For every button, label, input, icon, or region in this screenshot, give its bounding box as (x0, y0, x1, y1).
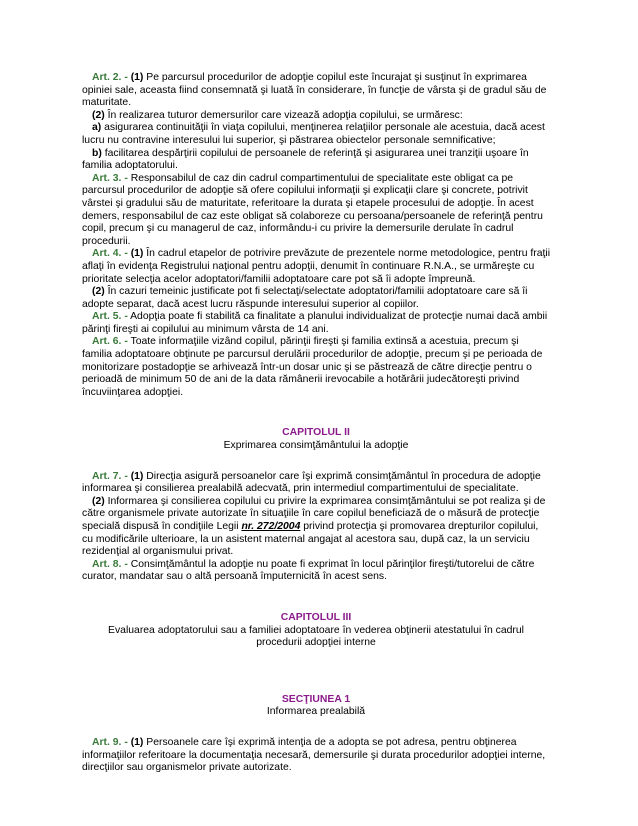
art4-paragraph2 (82, 286, 550, 311)
section1-title: SECŢIUNEA 1 (281, 693, 351, 705)
art2-item-b (82, 148, 550, 173)
paragraph-text: În cadrul etapelor de potrivire prevăzute de prezentele norme metodologice, pentru fraţii aflaţi în evidenţa Registrului naţional pentru adopţii, denumit în continuare R.N.A., se urmăreşte cu prioritate selecţia acelor adoptatori/familii adoptatoare care pot să îi adopte împreună. (82, 248, 551, 285)
art3-paragraph (82, 173, 550, 249)
art2-paragraph1 (82, 72, 550, 110)
art2-paragraph2 (82, 110, 550, 123)
paragraph-text: Informarea şi consilierea copilului cu privire la exprimarea consimţământului se pot realiza şi de către organismele private autorizate în situaţiile în care copilul beneficiază de o măsură de protecţie specială dispusă în condiţiile Legii (82, 495, 546, 532)
art9-paragraph1 (82, 737, 550, 775)
chapter2-title: CAPITOLUL II (282, 427, 350, 439)
paragraph-number: (1) (130, 248, 144, 260)
item-letter: a) (92, 122, 102, 134)
paragraph-number: (2) (92, 286, 105, 298)
paragraph-number: (2) (92, 495, 105, 507)
paragraph-text: Toate informaţiile vizând copilul, părinţii fireşti şi familia extinsă a acestuia, precum şi familia adoptatoare obţinute pe parcursul derulării procedurilor de adopţie, precum şi pe perioada de monitorizare postadopţie se arhivează într-un dosar unic şi se păstrează de către direcţie pentru o perioadă de minimum 50 de ani de la data rămânerii irevocabile a hotărârii judecătoreşti privind încuviinţarea adopţiei. (82, 336, 543, 398)
art2-item-a (82, 122, 550, 147)
chapter3-title: CAPITOLUL III (280, 611, 352, 623)
art7-paragraph2 (82, 496, 550, 559)
art4-paragraph1 (82, 248, 550, 286)
article-label: Art. 4. - (92, 248, 128, 260)
article-label: Art. 5. - (92, 311, 128, 323)
chapter2-subtitle: Exprimarea consimţământului la adopţie (223, 440, 409, 452)
article-label: Art. 7. - (92, 470, 128, 482)
paragraph-number: (1) (130, 72, 144, 83)
article-label: Art. 8. - (92, 558, 128, 570)
section1-subtitle: Informarea prealabilă (266, 706, 366, 718)
article-label: Art. 2. - (92, 72, 128, 83)
article-label: Art. 6. - (92, 336, 128, 348)
paragraph-text: Persoanele care îşi exprimă intenţia de a adopta se pot adresa, pentru obţinerea informaţiilor referitoare la documentaţia necesară, demersurile şi durata procedurilor adopţiei interne, direcţiilor sau organismelor private autorizate. (82, 736, 546, 774)
law-reference-link[interactable]: nr. 272/2004 (241, 521, 301, 532)
article-label: Art. 9. - (92, 736, 128, 748)
paragraph-text: Direcţia asigură persoanelor care îşi exprimă consimţământul în procedura de adopţie informarea şi consilierea prealabilă adecvată, prin intermediul compartimentului de specialitate. (82, 470, 541, 495)
paragraph-number: (1) (130, 470, 144, 482)
paragraph-text: Pe parcursul procedurilor de adopţie copilul este încurajat şi susţinut în exprimarea opiniei sale, aceasta fiind consemnată şi luată în considerare, în funcţie de vârsta şi de gradul său de maturitate. (82, 72, 547, 109)
item-text: facilitarea despărţirii copilului de persoanele de referinţă şi asigurarea unei tranziţii uşoare în familia adoptatorului. (82, 147, 529, 172)
article-label: Art. 3. - (92, 172, 128, 184)
art6-paragraph (82, 336, 550, 399)
chapter3-subtitle: Evaluarea adoptatorului sau a familiei adoptatoare în vederea obţinerii atestatului în cadrul procedurii adopţiei interne (108, 624, 524, 649)
art8-paragraph (82, 559, 550, 584)
paragraph-text: În cazuri temeinic justificate pot fi selectaţi/selectate adoptatori/familii adoptatoare care să îi adopte separat, dacă acest lucru răspunde interesului superior al copiilor. (82, 286, 528, 310)
paragraph-text: În realizarea tuturor demersurilor care vizează adopţia copilului, se urmăresc: (107, 109, 463, 121)
paragraph-number: (2) (92, 109, 105, 121)
paragraph-text: Responsabilul de caz din cadrul compartimentului de specialitate este obligat ca pe parcursul procedurilor de adopţie să ofere copilului informaţii şi explicaţii clare şi concrete, potrivit vârstei şi gradului său de maturitate, referitoare la durata şi etapele procesului de adopţie. În acest demers, responsabilul de caz este obligat să colaboreze cu persoana/persoanele de referinţă pentru copil, precum şi cu managerul de caz, informându-i cu privire la demersurile derulate în cadrul procedurii. (82, 172, 543, 247)
paragraph-text: privind protecţia şi promovarea drepturilor copilului, cu modificările ulterioare, la un asistent maternal angajat al acestora sau, după caz, la un serviciu rezidenţial al organismului privat. (82, 521, 539, 558)
paragraph-number: (1) (130, 736, 144, 748)
item-letter: b) (92, 147, 102, 159)
paragraph-text: Adopţia poate fi stabilită ca finalitate a planului individualizat de protecţie numai dacă ambii părinţi fireşti ai copilului au minimum vârsta de 14 ani. (82, 311, 548, 335)
art7-paragraph1 (82, 471, 550, 496)
item-text: asigurarea continuităţii în viaţa copilului, menţinerea relaţiilor personale ale acestuia, dacă acest lucru nu contravine interesului lui superior, şi păstrarea obiectelor personale semnificative; (82, 122, 545, 146)
art5-paragraph (82, 311, 550, 336)
paragraph-text: Consimţământul la adopţie nu poate fi exprimat în locul părinţilor fireşti/tutorelui de către curator, mandatar sau o altă persoană împuternicită în acest sens. (82, 558, 535, 583)
